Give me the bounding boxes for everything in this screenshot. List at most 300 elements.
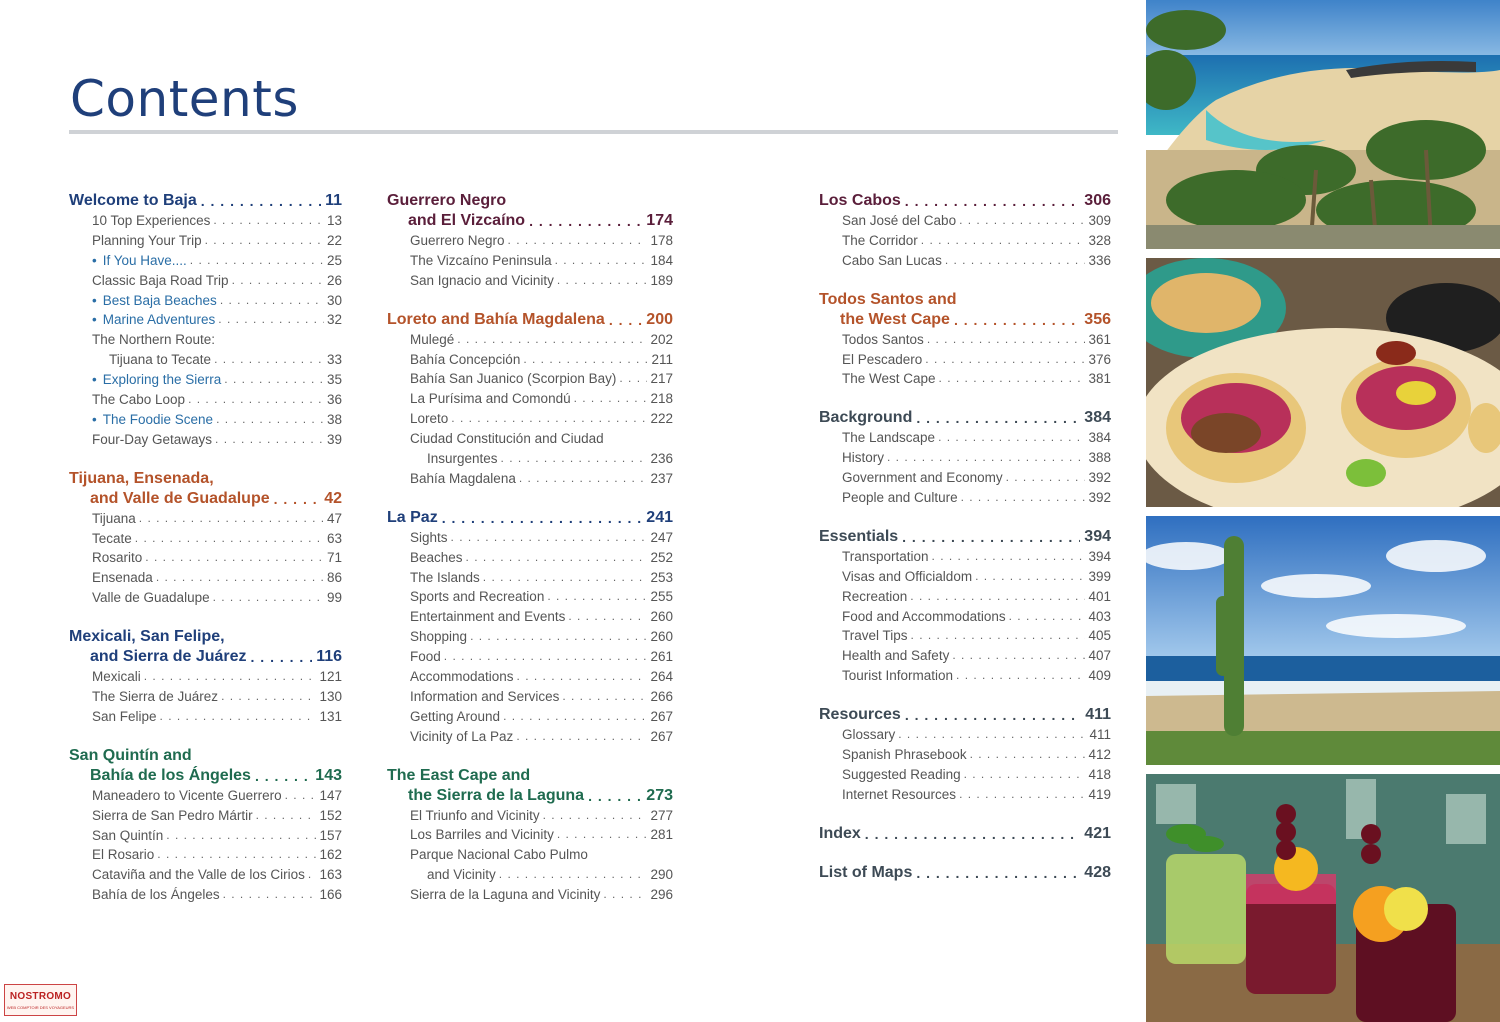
toc-entry-text: Suggested Reading — [842, 766, 961, 782]
dot-leader — [451, 409, 647, 429]
toc-section — [69, 191, 342, 450]
dot-leader — [956, 666, 1085, 686]
section-title-text: Index — [819, 824, 861, 842]
toc-entry-text: Bahía San Juanico (Scorpion Bay) — [410, 371, 617, 387]
dot-leader — [466, 548, 648, 568]
toc-entry[interactable] — [819, 725, 1111, 745]
toc-entry[interactable] — [387, 568, 673, 588]
dot-leader — [501, 449, 648, 469]
toc-entry-text: Best Baja Beaches — [102, 292, 217, 308]
toc-entry-text: Mexicali — [92, 669, 141, 685]
toc-entry-page: 392 — [1088, 470, 1111, 486]
toc-entry-page: 394 — [1088, 548, 1111, 564]
toc-entry-text: The Foodie Scene — [102, 411, 214, 427]
dot-leader — [516, 727, 647, 747]
toc-entry-page: 131 — [319, 708, 342, 724]
dot-leader — [218, 310, 324, 330]
page-title: Contents — [70, 70, 299, 128]
tacos-photo — [1146, 258, 1500, 507]
dot-leader — [201, 191, 321, 211]
toc-entry[interactable] — [69, 310, 342, 330]
section-title[interactable]: Todos Santos and — [819, 290, 957, 308]
toc-entry-text: Ensenada — [92, 570, 153, 586]
toc-entry[interactable] — [69, 509, 342, 529]
dot-leader — [216, 410, 324, 430]
toc-entry-text: Four-Day Getaways — [92, 431, 213, 447]
section-title-row[interactable] — [387, 310, 673, 330]
toc-entry[interactable] — [387, 369, 673, 389]
section-title[interactable]: Tijuana, Ensenada, — [69, 469, 214, 487]
dot-leader — [954, 310, 1080, 330]
toc-entry-page: 71 — [326, 550, 342, 566]
section-title[interactable]: The East Cape and — [387, 766, 531, 784]
toc-entry-text: San José del Cabo — [842, 212, 957, 228]
toc-entry[interactable] — [387, 449, 673, 469]
toc-entry-text: Tijuana — [92, 510, 136, 526]
dot-leader — [959, 785, 1085, 805]
toc-entry[interactable] — [387, 548, 673, 568]
toc-entry-text: Marine Adventures — [102, 312, 216, 328]
dot-leader — [308, 865, 317, 885]
dot-leader — [523, 350, 648, 370]
toc-entry-page: 403 — [1088, 608, 1111, 624]
dot-leader — [609, 310, 642, 330]
toc-entry[interactable] — [69, 231, 342, 251]
toc-entry-page: 409 — [1088, 668, 1111, 684]
section-title-row[interactable] — [69, 489, 342, 509]
dot-leader — [970, 745, 1086, 765]
dot-leader — [916, 863, 1080, 883]
toc-entry-text: El Triunfo and Vicinity — [410, 807, 540, 823]
section-page-number: 421 — [1084, 824, 1111, 842]
toc-entry[interactable] — [387, 865, 673, 885]
toc-entry[interactable] — [69, 529, 342, 549]
toc-entry-page: 26 — [326, 272, 342, 288]
toc-entry-page: 63 — [326, 530, 342, 546]
toc-entry-text: Recreation — [842, 588, 908, 604]
dot-leader — [470, 627, 647, 647]
toc-entry[interactable] — [819, 567, 1111, 587]
toc-entry-page: 38 — [326, 411, 342, 427]
toc-entry-page: 32 — [326, 312, 342, 328]
title-divider — [69, 130, 1118, 134]
section-title-row[interactable] — [819, 527, 1111, 547]
dot-leader — [905, 705, 1081, 725]
toc-entry-page: 264 — [650, 669, 673, 685]
dot-leader — [557, 271, 648, 291]
dot-leader — [1009, 607, 1086, 627]
toc-entry[interactable] — [819, 468, 1111, 488]
toc-entry[interactable] — [387, 806, 673, 826]
toc-entry-text: Sights — [410, 529, 448, 545]
toc-entry[interactable] — [69, 548, 342, 568]
toc-entry[interactable] — [69, 370, 342, 390]
section-title[interactable]: San Quintín and — [69, 746, 192, 764]
toc-entry-page: 267 — [650, 728, 673, 744]
toc-entry-text: Insurgentes — [427, 451, 498, 466]
section-title-row[interactable] — [819, 408, 1111, 428]
toc-entry-page: 290 — [650, 867, 673, 883]
dot-leader — [285, 786, 317, 806]
dot-leader — [555, 251, 648, 271]
toc-entry-page: 381 — [1088, 371, 1111, 387]
toc-entry-text: Beaches — [410, 549, 463, 565]
toc-entry[interactable] — [819, 330, 1111, 350]
toc-entry-text: If You Have.... — [102, 252, 187, 268]
toc-entry-text: Tourist Information — [842, 668, 954, 684]
toc-entry[interactable] — [69, 865, 342, 885]
toc-entry-page: 399 — [1088, 568, 1111, 584]
toc-entry[interactable] — [69, 786, 342, 806]
section-title-row[interactable] — [819, 310, 1111, 330]
toc-entry-page: 152 — [319, 807, 342, 823]
toc-entry[interactable]: Ciudad Constitución and Ciudad — [410, 431, 604, 447]
section-page-number: 116 — [316, 648, 342, 666]
toc-entry[interactable] — [387, 528, 673, 548]
toc-entry[interactable] — [69, 806, 342, 826]
toc-entry[interactable] — [69, 390, 342, 410]
toc-section — [819, 527, 1111, 686]
dot-leader — [144, 667, 317, 687]
toc-entry[interactable] — [819, 251, 1111, 271]
toc-entry[interactable] — [69, 667, 342, 687]
toc-entry-page: 401 — [1088, 588, 1111, 604]
toc-entry-page: 157 — [319, 827, 342, 843]
toc-section — [819, 863, 1111, 883]
toc-entry[interactable] — [387, 409, 673, 429]
dot-leader — [190, 251, 324, 271]
toc-entry-page: 237 — [650, 470, 673, 486]
dot-leader — [959, 211, 1085, 231]
dot-leader — [945, 251, 1086, 271]
toc-entry-text: Entertainment and Events — [410, 609, 566, 625]
dot-leader — [603, 885, 647, 905]
dot-leader — [905, 191, 1081, 211]
toc-entry-text: Visas and Officialdom — [842, 568, 973, 584]
toc-entry-page: 202 — [650, 331, 673, 347]
section-title-text: Loreto and Bahía Magdalena — [387, 310, 605, 328]
toc-entry-text: Tecate — [92, 530, 132, 546]
toc-entry[interactable] — [387, 667, 673, 687]
toc-entry-page: 277 — [650, 807, 673, 823]
section-title[interactable]: Guerrero Negro — [387, 192, 507, 209]
toc-entry-text: La Purísima and Comondú — [410, 391, 571, 407]
dot-leader — [255, 766, 311, 786]
section-title-row[interactable] — [69, 191, 342, 211]
toc-entry-text: Bahía de los Ángeles — [92, 887, 220, 903]
section-title-text: Essentials — [819, 527, 899, 545]
dot-leader — [508, 231, 648, 251]
dot-leader — [964, 765, 1086, 785]
toc-entry[interactable] — [69, 350, 342, 370]
drinks-photo — [1146, 774, 1500, 1022]
toc-entry-page: 162 — [319, 847, 342, 863]
toc-entry-page: 36 — [326, 392, 342, 407]
section-title-text: Los Cabos — [819, 192, 901, 209]
toc-entry-page: 121 — [319, 669, 342, 685]
toc-entry[interactable] — [387, 231, 673, 251]
toc-entry-text: Health and Safety — [842, 648, 950, 664]
toc-entry[interactable] — [69, 687, 342, 707]
photo-strip — [1146, 0, 1500, 1022]
toc-entry[interactable] — [69, 845, 342, 865]
toc-entry-text: The Corridor — [842, 232, 918, 248]
dot-leader — [483, 568, 648, 588]
toc-entry[interactable] — [69, 826, 342, 846]
toc-entry-page: 218 — [650, 391, 673, 407]
toc-entry-page: 267 — [650, 708, 673, 724]
bullet-icon: • — [92, 411, 97, 427]
toc-entry-page: 35 — [326, 372, 342, 388]
toc-entry[interactable] — [819, 211, 1111, 231]
toc-entry-page: 411 — [1089, 727, 1111, 743]
toc-entry-page: 25 — [326, 252, 342, 268]
toc-entry[interactable] — [69, 885, 342, 905]
toc-entry-text: Getting Around — [410, 708, 501, 724]
section-title-text: and Sierra de Juárez — [90, 648, 247, 666]
toc-entry[interactable] — [387, 330, 673, 350]
toc-entry-page: 222 — [650, 411, 673, 427]
toc-entry[interactable] — [387, 885, 673, 905]
toc-entry-text: San Quintín — [92, 827, 164, 843]
toc-entry[interactable] — [387, 707, 673, 727]
toc-entry[interactable] — [819, 488, 1111, 508]
toc-entry-page: 163 — [319, 867, 342, 883]
toc-entry-page: 328 — [1088, 232, 1111, 248]
toc-section — [819, 191, 1111, 271]
dot-leader — [213, 211, 324, 231]
section-page-number: 11 — [325, 192, 342, 209]
toc-entry[interactable] — [819, 666, 1111, 686]
toc-entry-text: People and Culture — [842, 490, 958, 505]
toc-entry-page: 296 — [650, 887, 673, 903]
toc-entry-text: San Felipe — [92, 708, 157, 724]
toc-entry-text: Internet Resources — [842, 786, 957, 802]
toc-entry-text: Rosarito — [92, 550, 143, 566]
toc-entry-text: El Rosario — [92, 847, 155, 863]
toc-entry-text: Maneadero to Vicente Guerrero — [92, 787, 282, 803]
toc-entry-page: 405 — [1088, 628, 1111, 644]
toc-entry[interactable] — [387, 825, 673, 845]
dot-leader — [619, 369, 647, 389]
dot-leader — [139, 509, 324, 529]
toc-entry[interactable] — [387, 647, 673, 667]
toc-entry-page: 361 — [1088, 331, 1111, 347]
dot-leader — [135, 529, 324, 549]
toc-section — [819, 705, 1111, 805]
toc-entry[interactable] — [387, 389, 673, 409]
section-title-row[interactable] — [69, 647, 342, 667]
dot-leader — [910, 587, 1085, 607]
dot-leader — [902, 527, 1080, 547]
toc-entry[interactable] — [387, 687, 673, 707]
section-title-row[interactable] — [819, 863, 1111, 883]
toc-entry[interactable] — [387, 469, 673, 489]
toc-entry[interactable] — [819, 765, 1111, 785]
toc-entry-page: 376 — [1088, 351, 1111, 367]
section-page-number: 143 — [315, 766, 342, 784]
section-title-row[interactable] — [819, 705, 1111, 725]
toc-entry-page: 47 — [326, 510, 342, 526]
bullet-icon: • — [92, 292, 97, 308]
dot-leader — [519, 469, 648, 489]
toc-entry-page: 22 — [326, 232, 342, 248]
section-title-row[interactable] — [387, 211, 673, 231]
section-title-row[interactable] — [387, 508, 673, 528]
toc-entry[interactable] — [819, 428, 1111, 448]
bullet-icon: • — [92, 372, 97, 388]
toc-entry[interactable] — [387, 271, 673, 291]
dot-leader — [925, 350, 1085, 370]
toc-entry-page: 261 — [650, 649, 673, 665]
toc-entry-page: 33 — [326, 352, 342, 368]
toc-entry[interactable]: Parque Nacional Cabo Pulmo — [410, 847, 588, 863]
dot-leader — [574, 389, 648, 409]
section-title-row[interactable] — [387, 786, 673, 806]
dot-leader — [916, 408, 1080, 428]
toc-entry-text: Classic Baja Road Trip — [92, 272, 229, 288]
toc-entry[interactable] — [69, 410, 342, 430]
dot-leader — [503, 707, 647, 727]
dot-leader — [975, 567, 1085, 587]
toc-entry[interactable] — [387, 350, 673, 370]
dot-leader — [221, 687, 316, 707]
toc-entry-page: 236 — [650, 451, 673, 466]
dot-leader — [251, 647, 313, 667]
toc-entry[interactable] — [387, 251, 673, 271]
toc-entry[interactable]: The Northern Route: — [92, 332, 216, 348]
dot-leader — [256, 806, 317, 826]
toc-entry-text: Bahía Magdalena — [410, 470, 516, 486]
toc-entry[interactable] — [819, 646, 1111, 666]
toc-entry-page: 184 — [650, 252, 673, 268]
toc-entry-page: 336 — [1088, 252, 1111, 268]
section-title-text: Welcome to Baja — [69, 192, 197, 209]
section-page-number: 241 — [646, 508, 673, 526]
toc-entry-page: 247 — [650, 529, 673, 545]
toc-entry[interactable] — [819, 626, 1111, 646]
dot-leader — [214, 350, 324, 370]
toc-entry[interactable] — [69, 430, 342, 450]
toc-entry[interactable] — [69, 251, 342, 271]
dot-leader — [921, 231, 1086, 251]
dot-leader — [223, 885, 317, 905]
toc-entry[interactable] — [819, 350, 1111, 370]
dot-leader — [927, 330, 1086, 350]
toc-entry[interactable] — [387, 727, 673, 747]
dot-leader — [457, 330, 647, 350]
toc-entry-page: 252 — [650, 549, 673, 565]
dot-leader — [557, 825, 648, 845]
toc-entry-page: 178 — [650, 232, 673, 248]
toc-entry-text: The Landscape — [842, 430, 936, 446]
toc-entry[interactable] — [819, 231, 1111, 251]
dot-leader — [213, 588, 324, 608]
toc-entry[interactable] — [819, 448, 1111, 468]
toc-entry[interactable] — [819, 785, 1111, 805]
section-title-text: and Valle de Guadalupe — [90, 489, 270, 507]
section-title-row[interactable] — [819, 824, 1111, 844]
section-title-text: the West Cape — [840, 310, 950, 328]
stamp-line1: NOSTROMO — [9, 991, 72, 1002]
toc-entry[interactable] — [819, 587, 1111, 607]
toc-entry[interactable] — [819, 607, 1111, 627]
beach-photo — [1146, 0, 1500, 249]
toc-entry-text: Transportation — [842, 548, 929, 564]
toc-entry-page: 260 — [650, 609, 673, 625]
toc-entry-page: 189 — [650, 272, 673, 288]
toc-entry[interactable] — [69, 588, 342, 608]
toc-entry[interactable] — [69, 707, 342, 727]
toc-entry[interactable] — [387, 627, 673, 647]
toc-entry-text: The Sierra de Juárez — [92, 689, 219, 705]
toc-entry-text: Guerrero Negro — [410, 232, 505, 248]
dot-leader — [205, 231, 324, 251]
toc-entry-text: The Cabo Loop — [92, 392, 186, 407]
section-title-row[interactable] — [69, 766, 342, 786]
toc-entry-text: Exploring the Sierra — [102, 372, 222, 388]
section-page-number: 394 — [1084, 527, 1111, 545]
toc-entry[interactable] — [387, 587, 673, 607]
toc-entry[interactable] — [69, 291, 342, 311]
cactus-coast-photo — [1146, 516, 1500, 765]
toc-section — [387, 508, 673, 747]
toc-entry[interactable] — [387, 607, 673, 627]
toc-section — [387, 310, 673, 489]
toc-entry-page: 86 — [326, 570, 342, 586]
toc-entry-text: Spanish Phrasebook — [842, 747, 967, 763]
toc-entry[interactable] — [819, 369, 1111, 389]
toc-entry-page: 384 — [1088, 430, 1111, 446]
toc-entry[interactable] — [69, 271, 342, 291]
section-page-number: 200 — [646, 310, 673, 328]
toc-column-3 — [819, 191, 1111, 902]
section-page-number: 356 — [1084, 310, 1111, 328]
section-title-text: Resources — [819, 706, 901, 724]
toc-entry-page: 130 — [319, 689, 342, 705]
toc-entry-text: Information and Services — [410, 688, 560, 704]
dot-leader — [157, 845, 316, 865]
section-title[interactable]: Mexicali, San Felipe, — [69, 628, 225, 646]
section-page-number: 306 — [1084, 192, 1111, 209]
toc-entry[interactable] — [819, 547, 1111, 567]
section-title-text: Bahía de los Ángeles — [90, 766, 251, 784]
toc-entry-text: Cabo San Lucas — [842, 252, 942, 268]
toc-entry-text: Shopping — [410, 629, 468, 645]
toc-entry[interactable] — [819, 745, 1111, 765]
toc-entry[interactable] — [69, 211, 342, 231]
bullet-icon: • — [92, 312, 97, 328]
toc-entry-text: The West Cape — [842, 371, 936, 387]
toc-entry-page: 13 — [326, 212, 342, 228]
dot-leader — [156, 568, 324, 588]
toc-entry-page: 255 — [650, 589, 673, 605]
toc-section — [69, 746, 342, 905]
section-title-row[interactable] — [819, 191, 1111, 211]
toc-entry[interactable] — [69, 568, 342, 588]
dot-leader — [166, 826, 316, 846]
nostromo-stamp-logo — [4, 984, 77, 1016]
dot-leader — [939, 369, 1086, 389]
dot-leader — [547, 587, 647, 607]
section-page-number: 411 — [1085, 706, 1111, 724]
dot-leader — [865, 824, 1081, 844]
toc-entry-page: 99 — [326, 590, 342, 606]
toc-entry-page: 392 — [1088, 490, 1111, 505]
toc-entry-text: Sierra de la Laguna and Vicinity — [410, 887, 601, 903]
toc-entry-text: Cataviña and the Valle de los Cirios — [92, 867, 305, 883]
toc-entry-page: 388 — [1088, 450, 1111, 466]
